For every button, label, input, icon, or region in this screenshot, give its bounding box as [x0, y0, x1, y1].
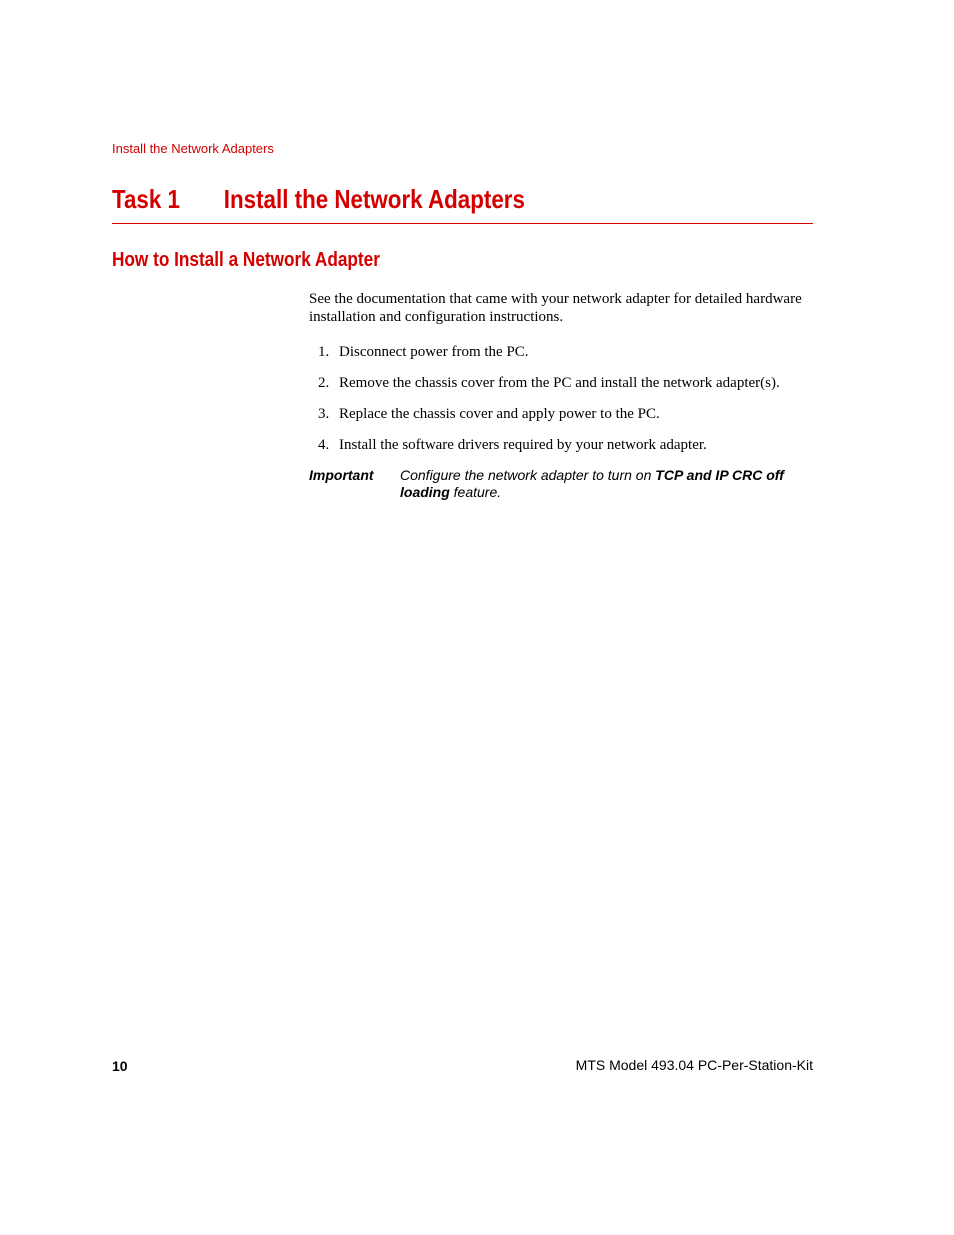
important-text [400, 467, 813, 501]
list-item [309, 405, 813, 436]
important-label: Important [309, 467, 374, 483]
step-number: 2. [318, 375, 330, 391]
step-text: Replace the chassis cover and apply power to the PC. [339, 406, 660, 422]
footer-doc-title: MTS Model 493.04 PC-Per-Station-Kit [575, 1057, 813, 1073]
important-text-before: Configure the network adapter to turn on [400, 467, 656, 483]
step-number: 1. [318, 344, 330, 360]
task-number: Task 1 [112, 184, 180, 214]
important-note [309, 467, 813, 501]
page-number: 10 [112, 1058, 128, 1074]
step-text: Install the software drivers required by your network adapter. [339, 437, 707, 453]
step-text: Disconnect power from the PC. [339, 344, 529, 360]
important-text-after: feature. [449, 484, 502, 500]
running-header: Install the Network Adapters [112, 141, 274, 156]
step-text: Remove the chassis cover from the PC and install the network adapter(s). [339, 375, 780, 391]
list-item [309, 436, 813, 467]
step-number: 4. [318, 437, 330, 453]
steps-list [309, 343, 813, 467]
task-title-text: Install the Network Adapters [223, 184, 525, 214]
section-heading: How to Install a Network Adapter [112, 249, 380, 271]
step-number: 3. [318, 406, 330, 422]
list-item [309, 343, 813, 374]
intro-paragraph: See the documentation that came with your network adapter for detailed hardware installation and configuration instructions. [309, 291, 802, 325]
task-title [112, 184, 715, 215]
important-text-bold: TCP and IP CRC off loading [400, 467, 784, 500]
title-divider [112, 223, 813, 224]
list-item [309, 374, 813, 405]
